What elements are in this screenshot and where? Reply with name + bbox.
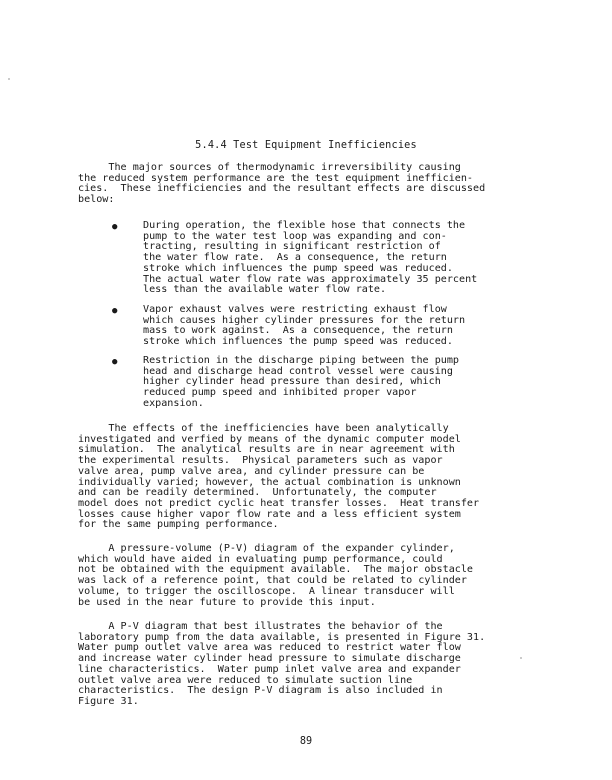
text-line: mass to work against. As a consequence, the return xyxy=(143,325,453,337)
text-line: less than the available water flow rate. xyxy=(143,284,387,296)
text-line: simulation. The analytical results are in near agreement with xyxy=(78,444,455,456)
bullet-item-discharge xyxy=(143,356,543,410)
text-line: and increase water cylinder head pressure to simulate discharge xyxy=(78,653,461,665)
effects-paragraph xyxy=(78,424,538,531)
text-line: A P-V diagram that best illustrates the behavior of the xyxy=(78,621,443,632)
text-line: stroke which influences the pump speed was reduced. xyxy=(143,262,453,274)
text-line: head and discharge head control vessel were causing xyxy=(143,365,453,377)
text-line: volume, to trigger the oscilloscope. A linear transducer will xyxy=(78,585,455,597)
section-heading: 5.4.4 Test Equipment Inefficiencies xyxy=(195,140,417,151)
intro-paragraph xyxy=(78,163,538,206)
text-line: reduced pump speed and inhibited proper vapor xyxy=(143,387,417,399)
text-line: A pressure-volume (P-V) diagram of the expander cylinder, xyxy=(78,543,455,554)
text-line: higher cylinder head pressure than desired, which xyxy=(143,376,441,388)
text-line: expansion. xyxy=(143,397,204,409)
text-line: was lack of a reference point, that could be related to cylinder xyxy=(78,575,467,587)
scan-speck xyxy=(8,78,10,80)
text-line: pump to the water test loop was expanding and con- xyxy=(143,230,447,242)
text-line: laboratory pump from the data available, is presented in Figure 31. xyxy=(78,631,486,643)
text-line: the reduced system performance are the test equipment inefficien- xyxy=(78,172,474,184)
text-line: which would have aided in evaluating pump performance, could xyxy=(78,553,443,565)
text-line: characteristics. The design P-V diagram is also included in xyxy=(78,685,443,697)
text-line: Figure 31. xyxy=(78,695,139,707)
text-line: model does not predict cyclic heat transfer losses. Heat transfer xyxy=(78,497,480,509)
text-line: Vapor exhaust valves were restricting exhaust flow xyxy=(143,304,447,315)
text-line: The major sources of thermodynamic irreversibility causing xyxy=(78,162,461,173)
text-line: During operation, the flexible hose that connects the xyxy=(143,220,466,231)
text-line: the experimental results. Physical parameters such as vapor xyxy=(78,455,443,467)
scan-speck xyxy=(520,657,522,659)
text-line: which causes higher cylinder pressures for the return xyxy=(143,314,466,326)
text-line: The effects of the inefficiencies have been analytically xyxy=(78,423,449,434)
text-line: investigated and verfied by means of the dynamic computer model xyxy=(78,433,461,445)
text-line: be used in the near future to provide this input. xyxy=(78,596,376,608)
text-line: outlet valve area were reduced to simulate suction line xyxy=(78,674,413,686)
text-line: individually varied; however, the actual combination is unknown xyxy=(78,476,461,488)
diagram-paragraph xyxy=(78,622,538,708)
text-line: losses cause higher vapor flow rate and a less efficient system xyxy=(78,508,461,520)
text-line: line characteristics. Water pump inlet valve area and expander xyxy=(78,663,461,675)
bullet-icon: ● xyxy=(112,357,118,367)
bullet-icon: ● xyxy=(112,306,118,316)
text-line: Restriction in the discharge piping between the pump xyxy=(143,355,460,366)
pv-paragraph xyxy=(78,544,538,608)
text-line: the water flow rate. As a consequence, the return xyxy=(143,252,447,264)
bullet-item-exhaust xyxy=(143,305,543,348)
text-line: cies. These inefficiencies and the resultant effects are discussed xyxy=(78,183,486,195)
text-line: below: xyxy=(78,194,115,206)
page-number: 89 xyxy=(299,736,313,747)
bullet-item-hose xyxy=(143,221,543,296)
text-line: and can be readily determined. Unfortunately, the computer xyxy=(78,487,437,499)
text-line: for the same pumping performance. xyxy=(78,519,279,531)
text-line: stroke which influences the pump speed was reduced. xyxy=(143,336,453,348)
text-line: tracting, resulting in significant restriction of xyxy=(143,241,441,253)
text-line: not be obtained with the equipment available. The major obstacle xyxy=(78,564,474,576)
text-line: Water pump outlet valve area was reduced to restrict water flow xyxy=(78,642,461,654)
bullet-icon: ● xyxy=(112,222,118,232)
text-line: valve area, pump valve area, and cylinder pressure can be xyxy=(78,465,425,477)
text-line: The actual water flow rate was approximately 35 percent xyxy=(143,273,478,285)
